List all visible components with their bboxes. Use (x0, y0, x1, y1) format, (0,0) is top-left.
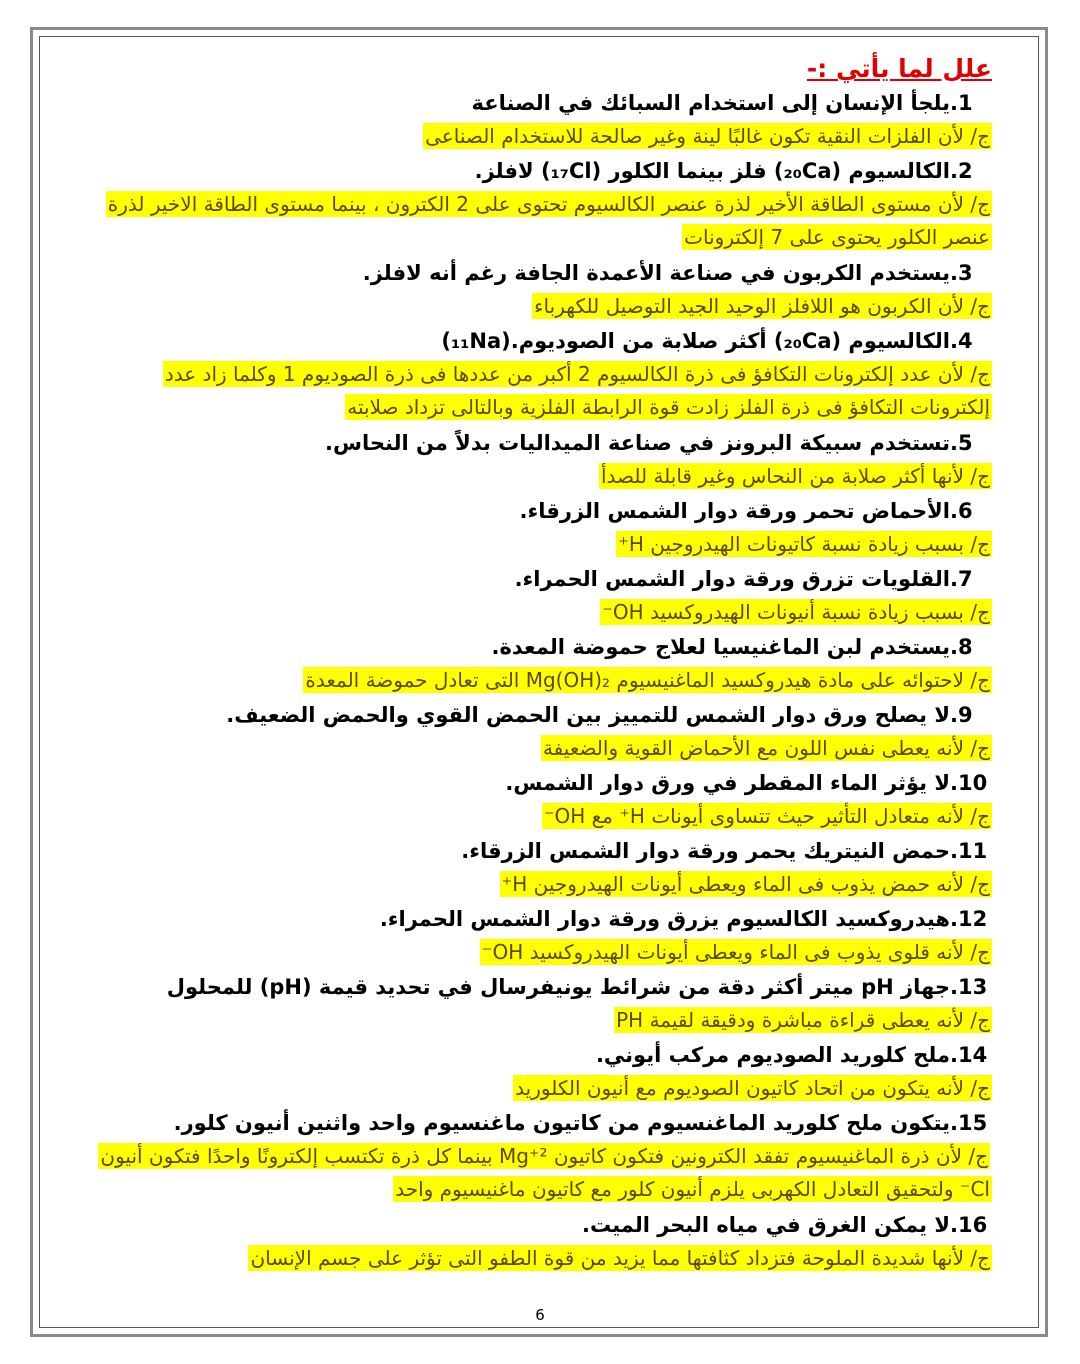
question-number: .10 (950, 771, 988, 795)
question-line (80, 902, 992, 936)
question-item (80, 1208, 992, 1276)
question-item (80, 494, 992, 562)
answer-line (80, 936, 992, 970)
answer-text: ج/ لأنه قلوى يذوب فى الماء ويعطى أيونات الهيدروكسيد OH⁻ (481, 940, 990, 964)
question-text: حمض النيتريك يحمر ورقة دوار الشمس الزرقاء. (461, 839, 950, 863)
question-line (80, 766, 992, 800)
answer-line (80, 1140, 992, 1208)
answer-line (80, 664, 992, 698)
question-line (80, 1038, 992, 1072)
question-text: يستخدم الكربون في صناعة الأعمدة الجافة رغم أنه لافلز. (362, 261, 950, 285)
question-number: .9 (950, 703, 973, 727)
answer-line (80, 1242, 992, 1276)
question-number: .4 (950, 329, 973, 353)
question-number: .7 (950, 567, 973, 591)
answer-line (80, 528, 992, 562)
question-line (80, 426, 992, 460)
answer-line (80, 460, 992, 494)
question-number: .14 (950, 1043, 988, 1067)
question-item (80, 324, 992, 426)
question-line (80, 630, 992, 664)
question-number: .6 (950, 499, 973, 523)
answer-line (80, 120, 992, 154)
page-number: 6 (535, 1306, 545, 1324)
question-number: .13 (950, 975, 988, 999)
answer-text: ج/ لأن عدد إلكترونات التكافؤ فى ذرة الكالسيوم 2 أكبر من عددها فى ذرة الصوديوم 1 وكلما زاد عدد إلكترونات التكافؤ فى ذرة الفلز زادت قوة الرابطة الفلزية وبالتالى تزداد صلابته (164, 362, 990, 419)
worksheet-title: علل لما يأتي :- (806, 54, 992, 83)
question-text: لا يصلح ورق دوار الشمس للتمييز بين الحمض القوي والحمض الضعيف. (226, 703, 950, 727)
question-text: لا يمكن الغرق في مياه البحر الميت. (581, 1213, 950, 1237)
question-number: .5 (950, 431, 973, 455)
answer-text: ج/ لأن مستوى الطاقة الأخير لذرة عنصر الكالسيوم تحتوى على 2 الكترون ، بينما مستوى الطاقة الاخير لذرة عنصر الكلور يحتوى على 7 إلكترونات (107, 192, 990, 249)
question-number: .1 (950, 91, 973, 115)
question-number: .2 (950, 159, 973, 183)
question-item (80, 562, 992, 630)
question-line (80, 154, 992, 188)
question-item (80, 426, 992, 494)
answer-line (80, 188, 992, 256)
answer-line (80, 290, 992, 324)
question-item (80, 698, 992, 766)
question-text: القلويات تزرق ورقة دوار الشمس الحمراء. (514, 567, 950, 591)
answer-line (80, 868, 992, 902)
question-item (80, 630, 992, 698)
question-line (80, 256, 992, 290)
answer-text: ج/ لأن الفلزات النقية تكون غالبًا لينة وغير صالحة للاستخدام الصناعى (425, 124, 990, 148)
question-text: الكالسيوم (₂₀Ca) أكثر صلابة من الصوديوم.(₁₁Na) (441, 329, 950, 353)
answer-text: ج/ لأن ذرة الماغنيسيوم تفقد الكترونين فتكون كاتيون Mg⁺² بينما كل ذرة تكتسب إلكترونًا واحدًا فتكون أنيون Cl⁻ ولتحقيق التعادل الكهربى يلزم أنيون كلور مع كاتيون ماغنيسيوم واحد (100, 1144, 990, 1201)
answer-text: ج/ لأنه حمض يذوب فى الماء ويعطى أيونات الهيدروجين H⁺ (501, 872, 990, 896)
question-text: يستخدم لبن الماغنيسيا لعلاج حموضة المعدة. (491, 635, 950, 659)
answer-line (80, 1072, 992, 1106)
question-text: تستخدم سبيكة البرونز في صناعة الميداليات بدلاً من النحاس. (325, 431, 950, 455)
question-item (80, 86, 992, 154)
question-item (80, 766, 992, 834)
question-text: يتكون ملح كلوريد الماغنسيوم من كاتيون ماغنسيوم واحد واثنين أنيون كلور. (173, 1111, 950, 1135)
question-text: هيدروكسيد الكالسيوم يزرق ورقة دوار الشمس الحمراء. (379, 907, 950, 931)
question-number: .16 (950, 1213, 988, 1237)
answer-text: ج/ بسبب زيادة نسبة كاتيونات الهيدروجين H⁺ (618, 532, 990, 556)
question-number: .3 (950, 261, 973, 285)
question-number: .12 (950, 907, 988, 931)
answer-text: ج/ لأنه يعطى نفس اللون مع الأحماض القوية والضعيفة (542, 736, 990, 760)
worksheet-content (80, 52, 992, 1276)
answer-text: ج/ لأنه يتكون من اتحاد كاتيون الصوديوم مع أنيون الكلوريد (515, 1076, 990, 1100)
question-item (80, 902, 992, 970)
question-line (80, 834, 992, 868)
question-item (80, 256, 992, 324)
answer-text: ج/ لأنه متعادل التأثير حيث تتساوى أيونات H⁺ مع OH⁻ (543, 804, 990, 828)
question-text: يلجأ الإنسان إلى استخدام السبائك في الصناعة (471, 91, 950, 115)
question-line (80, 1208, 992, 1242)
question-line (80, 562, 992, 596)
answer-text: ج/ بسبب زيادة نسبة أنيونات الهيدروكسيد OH⁻ (602, 600, 990, 624)
answer-text: ج/ لأنها شديدة الملوحة فتزداد كثافتها مما يزيد من قوة الطفو التى تؤثر على جسم الإنسان (250, 1246, 990, 1270)
answer-text: ج/ لأن الكربون هو اللافلز الوحيد الجيد التوصيل للكهرباء (534, 294, 990, 318)
question-number: .15 (950, 1111, 988, 1135)
question-item (80, 1038, 992, 1106)
answer-line (80, 596, 992, 630)
question-item (80, 970, 992, 1038)
question-item (80, 1106, 992, 1208)
question-line (80, 86, 992, 120)
question-number: .11 (950, 839, 988, 863)
question-line (80, 324, 992, 358)
question-item (80, 834, 992, 902)
answer-line (80, 732, 992, 766)
answer-text: ج/ لاحتوائه على مادة هيدروكسيد الماغنيسيوم Mg(OH)₂ التى تعادل حموضة المعدة (305, 668, 990, 692)
question-text: ملح كلوريد الصوديوم مركب أيوني. (595, 1043, 950, 1067)
question-line (80, 494, 992, 528)
answer-line (80, 1004, 992, 1038)
question-item (80, 154, 992, 256)
answer-line (80, 358, 992, 426)
question-text: الأحماض تحمر ورقة دوار الشمس الزرقاء. (519, 499, 950, 523)
question-line (80, 970, 992, 1004)
answer-text: ج/ لأنه يعطى قراءة مباشرة ودقيقة لقيمة PH (616, 1008, 990, 1032)
question-text: لا يؤثر الماء المقطر في ورق دوار الشمس. (505, 771, 950, 795)
question-line (80, 698, 992, 732)
question-text: جهاز pH ميتر أكثر دقة من شرائط يونيفرسال في تحديد قيمة (pH) للمحلول (166, 975, 950, 999)
question-number: .8 (950, 635, 973, 659)
answer-line (80, 800, 992, 834)
answer-text: ج/ لأنها أكثر صلابة من النحاس وغير قابلة للصدأ (600, 464, 990, 488)
question-line (80, 1106, 992, 1140)
question-text: الكالسيوم (₂₀Ca) فلز بينما الكلور (₁₇Cl) لافلز. (474, 159, 950, 183)
